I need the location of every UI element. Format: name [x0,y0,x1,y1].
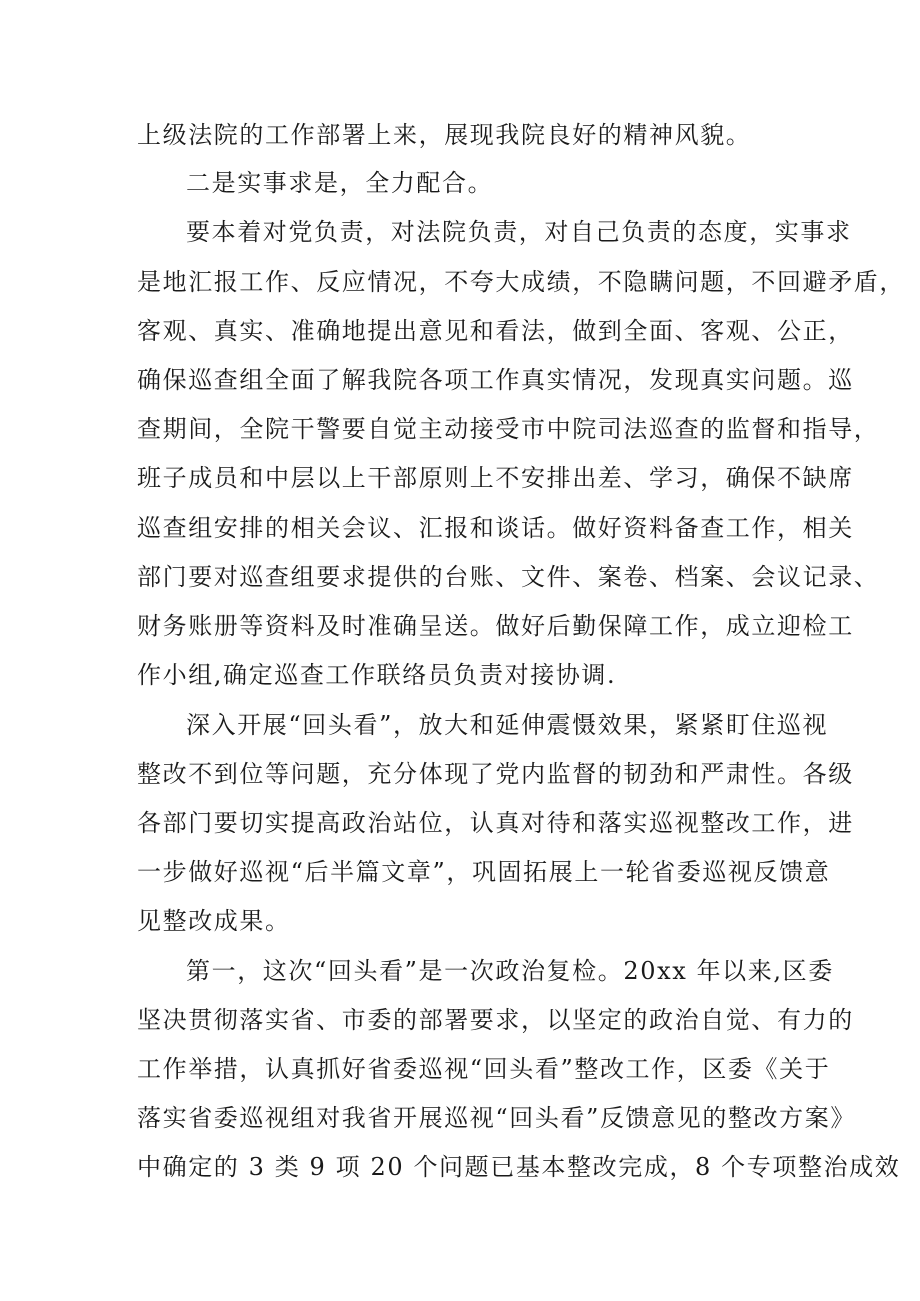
text-line: 班子成员和中层以上干部原则上不安排出差、学习，确保不缺席 [137,464,854,492]
text-line: 见整改成果。 [137,907,291,935]
text-line: 坚决贯彻落实省、市委的部署要求，以坚定的政治自觉、有力的 [137,1006,854,1034]
text-line: 上级法院的工作部署上来，展现我院良好的精神风貌。 [137,121,752,149]
text-line: 要本着对党负责，对法院负责，对自己负责的态度，实事求 [186,218,852,246]
text-line: 巡查组安排的相关会议、汇报和谈话。做好资料备查工作，相关 [137,514,854,542]
text-line: 整改不到位等问题，充分体现了党内监督的韧劲和严肃性。各级 [137,760,854,788]
text-line: 是地汇报工作、反应情况，不夸大成绩，不隐瞒问题，不回避矛盾， [137,268,905,296]
text-line: 查期间，全院干警要自觉主动接受市中院司法巡查的监督和指导， [137,415,880,443]
text-line: 落实省委巡视组对我省开展巡视“回头看”反馈意见的整改方案》 [137,1104,856,1132]
text-line: 中确定的 3 类 9 项 20 个问题已基本整改完成，8 个专项整治成效 [137,1153,901,1181]
text-line: 财务账册等资料及时准确呈送。做好后勤保障工作，成立迎检工 [137,612,854,640]
text-line: 二是实事求是，全力配合。 [186,169,494,197]
text-line: 第一，这次“回头看”是一次政治复检。20xx 年以来,区委 [186,957,834,985]
text-line: 工作举措，认真抓好省委巡视“回头看”整改工作，区委《关于 [137,1055,831,1083]
text-line: 部门要对巡查组要求提供的台账、文件、案卷、档案、会议记录、 [137,563,880,591]
text-line: 一步做好巡视“后半篇文章”，巩固拓展上一轮省委巡视反馈意 [137,858,831,886]
text-line: 作小组,确定巡查工作联络员负责对接协调. [137,661,617,689]
text-line: 各部门要切实提高政治站位，认真对待和落实巡视整改工作，进 [137,809,854,837]
text-line: 客观、真实、准确地提出意见和看法，做到全面、客观、公正， [137,317,854,345]
text-line: 深入开展“回头看”，放大和延伸震慑效果，紧紧盯住巡视 [186,711,829,739]
text-line: 确保巡查组全面了解我院各项工作真实情况，发现真实问题。巡 [137,366,854,394]
